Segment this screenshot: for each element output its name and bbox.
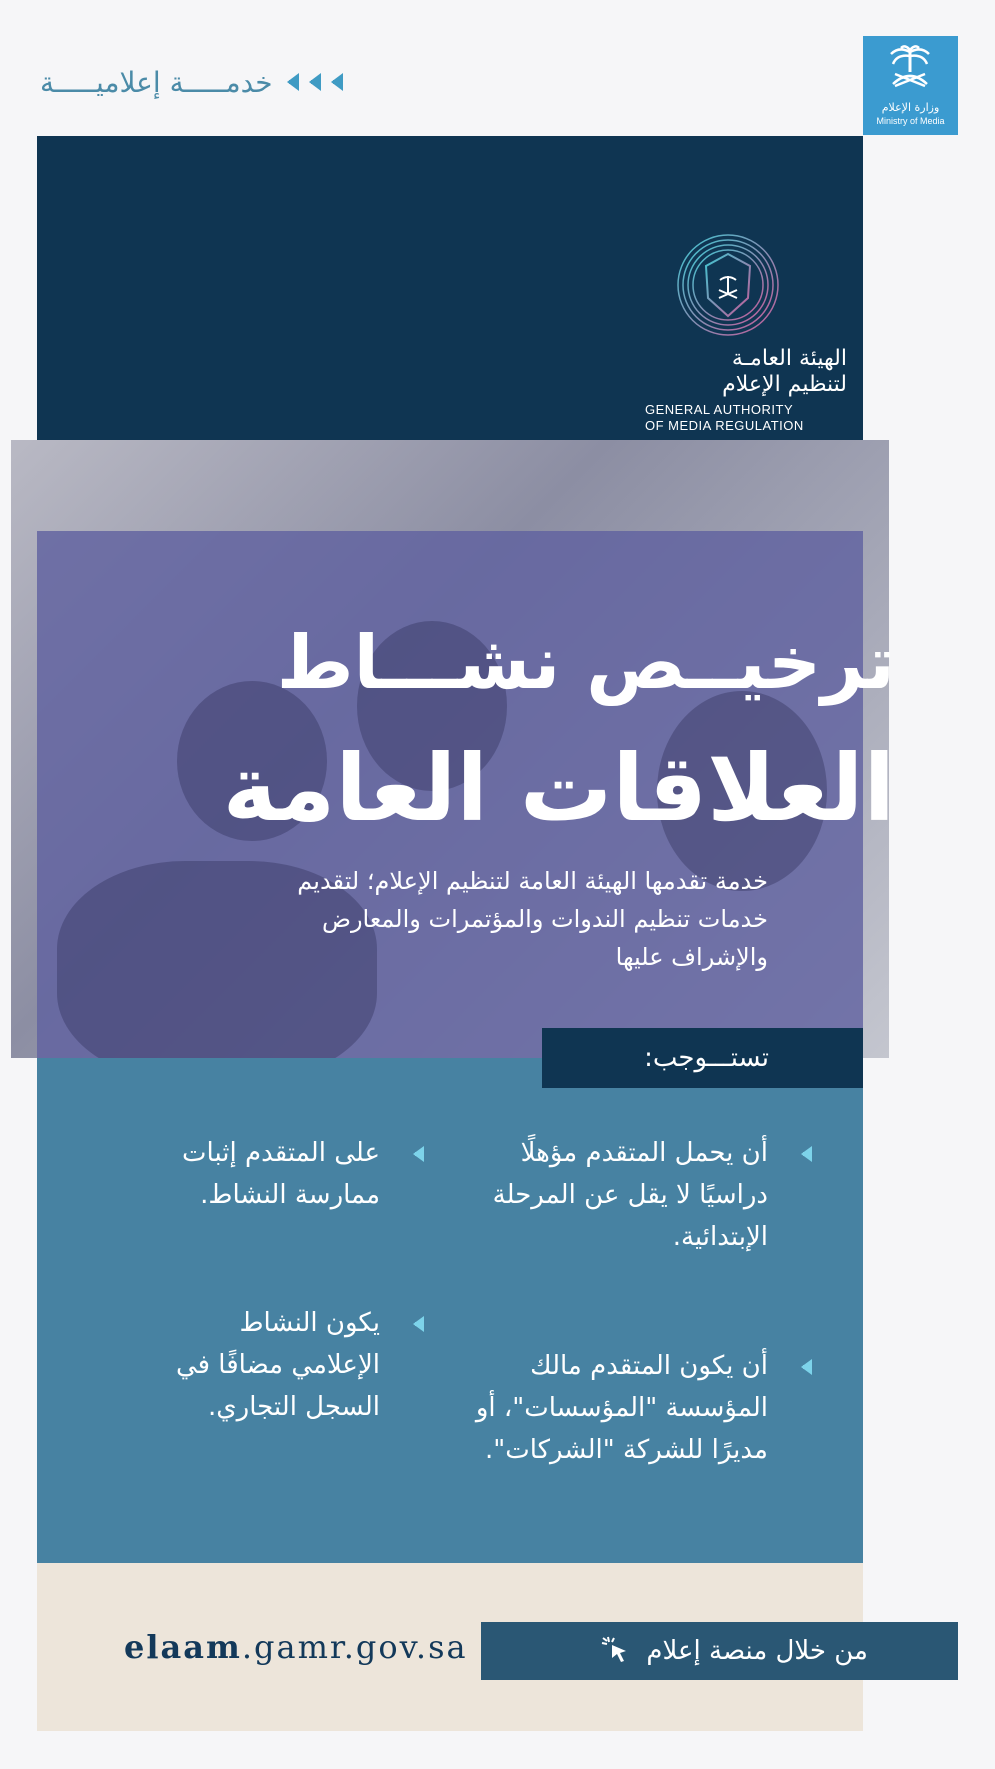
authority-logo bbox=[637, 232, 847, 434]
service-label: خدمـــــة إعلاميـــــة bbox=[40, 65, 273, 99]
hero-title-line1: ترخيــص نشـــاط bbox=[276, 620, 895, 706]
requirements-heading: تستـــوجب: bbox=[542, 1028, 863, 1088]
chevron-left-icon bbox=[287, 73, 299, 91]
authority-name-ar-line2: لتنظيم الإعلام bbox=[722, 372, 847, 397]
chevron-left-icon bbox=[331, 73, 343, 91]
authority-emblem-icon bbox=[675, 232, 781, 338]
platform-url[interactable]: elaam.gamr.gov.sa bbox=[124, 1628, 468, 1666]
ministry-logo bbox=[863, 36, 958, 135]
requirement-item: على المتقدم إثبات ممارسة النشاط. bbox=[160, 1132, 380, 1216]
platform-button[interactable] bbox=[481, 1622, 958, 1680]
requirement-item: أن يحمل المتقدم مؤهلًا دراسيًا لا يقل عن المرحلة الإبتدائية. bbox=[468, 1132, 768, 1258]
authority-name-ar-line1: الهيئة العامـة bbox=[731, 346, 847, 371]
cursor-click-icon bbox=[600, 1635, 632, 1667]
ministry-name-en: Ministry of Media bbox=[876, 116, 945, 126]
arrow-left-icon bbox=[801, 1146, 812, 1162]
palm-swords-icon bbox=[887, 44, 933, 94]
authority-name-en-line2: OF MEDIA REGULATION bbox=[645, 418, 804, 433]
chevron-left-icon bbox=[309, 73, 321, 91]
hero-title-line2: العلاقات العامة bbox=[222, 735, 895, 842]
authority-name-en-line1: GENERAL AUTHORITY bbox=[645, 402, 794, 417]
chevron-left-icons bbox=[287, 73, 343, 91]
ministry-name-ar: وزارة الإعلام bbox=[881, 101, 940, 114]
requirement-item: يكون النشاط الإعلامي مضافًا في السجل التجاري. bbox=[160, 1302, 380, 1428]
arrow-left-icon bbox=[413, 1146, 424, 1162]
hero-intro: خدمة تقدمها الهيئة العامة لتنظيم الإعلام؛ لتقديم خدمات تنظيم الندوات والمؤتمرات والمعارض والإشراف عليها bbox=[297, 867, 768, 971]
platform-label: من خلال منصة إعلام bbox=[646, 1636, 868, 1666]
service-tag bbox=[40, 62, 440, 102]
arrow-left-icon bbox=[413, 1316, 424, 1332]
requirement-item: أن يكون المتقدم مالك المؤسسة "المؤسسات"، أو مديرًا للشركة "الشركات". bbox=[468, 1345, 768, 1471]
arrow-left-icon bbox=[801, 1359, 812, 1375]
